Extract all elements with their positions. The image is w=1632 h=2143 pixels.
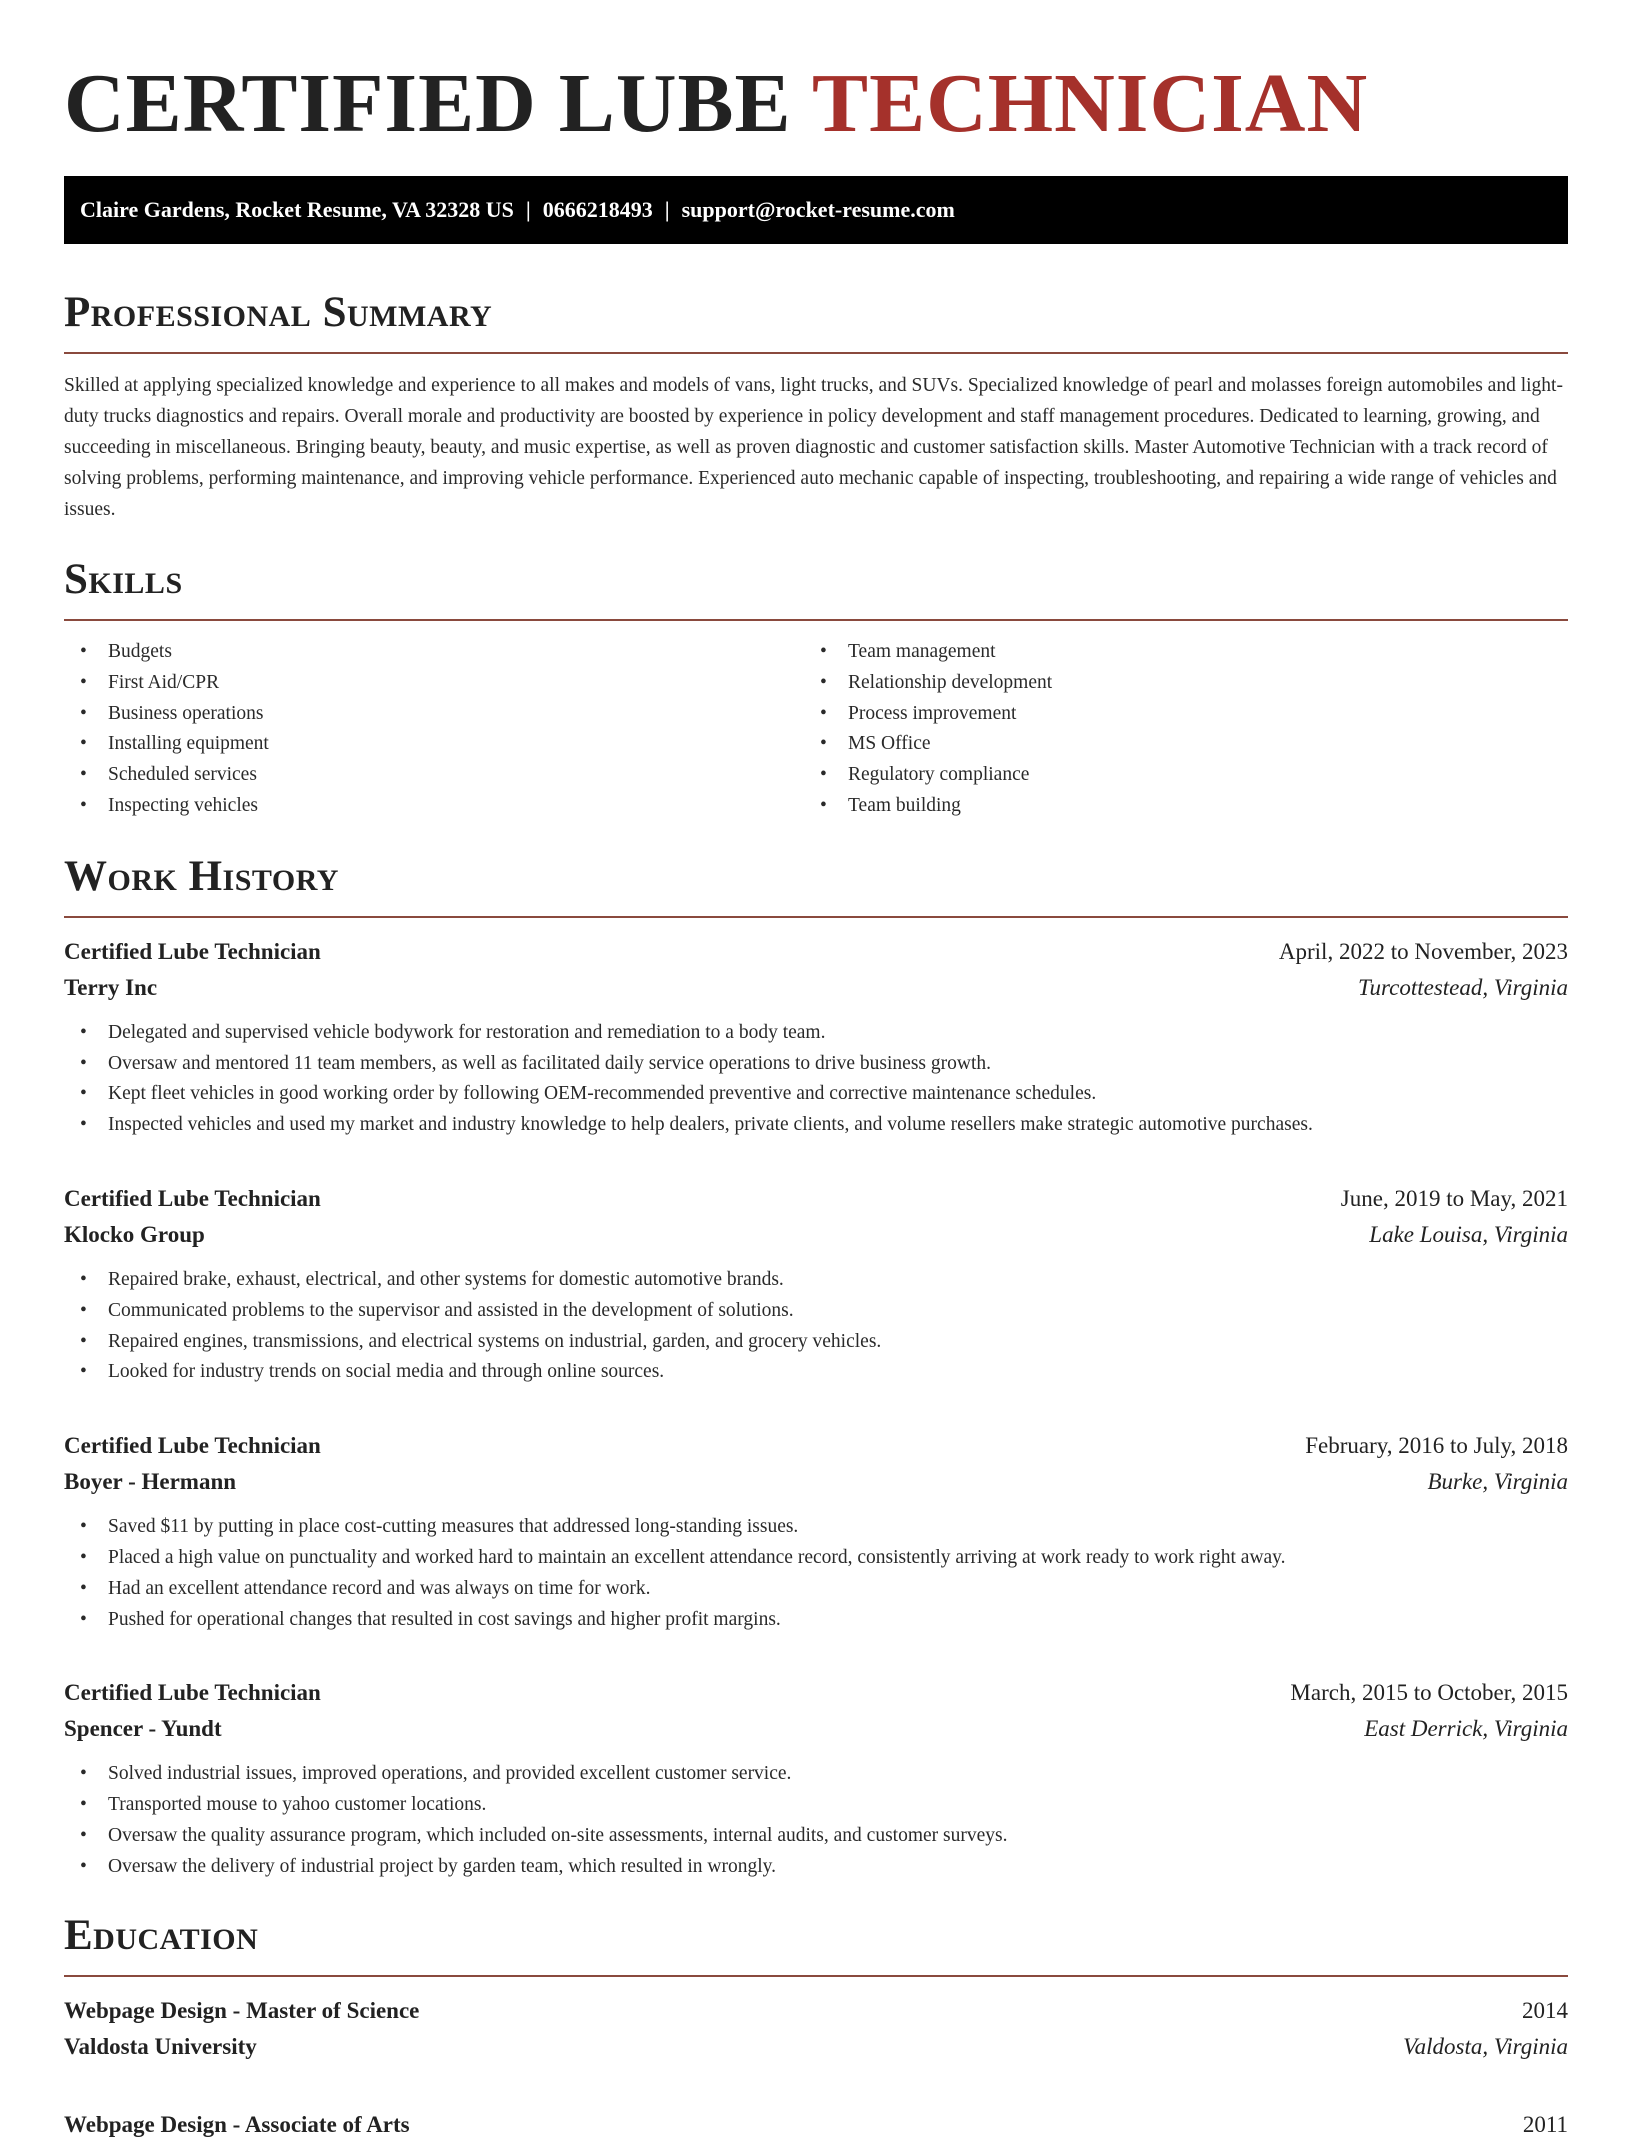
skills-column-right <box>804 637 1544 822</box>
page-title <box>64 0 1568 154</box>
education-school: Valdosta University <box>64 2033 257 2059</box>
job-entry <box>64 1675 1568 1882</box>
skill-item: • Relationship development <box>804 668 1544 699</box>
contact-phone: 0666218493 <box>542 197 653 222</box>
job-title: Certified Lube Technician <box>64 1680 321 1706</box>
skill-item: • Process improvement <box>804 699 1544 730</box>
job-title: Certified Lube Technician <box>64 1433 321 1459</box>
skills-list <box>64 637 1568 822</box>
job-company: Klocko Group <box>64 1221 205 1247</box>
skills-heading: Skills <box>64 556 183 603</box>
education-section <box>64 1911 1568 2143</box>
skill-item: • Scheduled services <box>64 760 804 791</box>
job-dates: February, 2016 to July, 2018 <box>1305 1433 1568 1459</box>
job-bullet: • Solved industrial issues, improved operations, and provided excellent customer service. <box>64 1759 1568 1790</box>
job-bullet: • Looked for industry trends on social media and through online sources. <box>64 1357 1568 1388</box>
job-title: Certified Lube Technician <box>64 938 321 964</box>
job-bullet: • Communicated problems to the supervisor and assisted in the development of solutions. <box>64 1296 1568 1327</box>
job-bullet: • Oversaw the quality assurance program, which included on-site assessments, internal audits, and customer surveys. <box>64 1821 1568 1852</box>
job-entry <box>64 934 1568 1141</box>
section-divider <box>64 619 1568 621</box>
contact-bar <box>64 176 1568 244</box>
job-dates: June, 2019 to May, 2021 <box>1340 1185 1568 1211</box>
skill-item: • Business operations <box>64 699 804 730</box>
job-bullet: • Pushed for operational changes that resulted in cost savings and higher profit margins. <box>64 1605 1568 1636</box>
education-degree: Webpage Design - Master of Science <box>64 1997 420 2023</box>
job-bullets <box>64 1512 1568 1635</box>
section-divider <box>64 352 1568 354</box>
contact-address: Claire Gardens, Rocket Resume, VA 32328 US <box>80 197 514 222</box>
job-company: Terry Inc <box>64 974 158 1000</box>
job-location: Turcottestead, Virginia <box>1358 974 1568 1000</box>
job-location: East Derrick, Virginia <box>1364 1716 1568 1742</box>
job-entry <box>64 1181 1568 1388</box>
contact-email[interactable]: support@rocket-resume.com <box>681 197 955 222</box>
skill-item: • MS Office <box>804 729 1544 760</box>
job-dates: April, 2022 to November, 2023 <box>1278 938 1568 964</box>
section-divider <box>64 1975 1568 1977</box>
contact-separator: | <box>525 197 531 222</box>
job-bullet: • Inspected vehicles and used my market and industry knowledge to help dealers, private clients, and volume resellers make strategic automotive purchases. <box>64 1110 1568 1141</box>
skill-item: • Budgets <box>64 637 804 668</box>
resume-page <box>64 0 1568 2143</box>
skill-item: • First Aid/CPR <box>64 668 804 699</box>
summary-text: Skilled at applying specialized knowledge and experience to all makes and models of vans, light trucks, and SUVs. Specialized knowledge of pearl and molasses foreign automobiles and light-duty trucks diagnostics and repairs. Overall morale and productivity are boosted by experience in policy development and staff management procedures. Dedicated to learning, growing, and succeeding in miscellaneous. Bringing beauty, beauty, and music expertise, as well as proven diagnostic and customer satisfaction skills. Master Automotive Technician with a track record of solving problems, performing maintenance, and improving vehicle performance. Experienced auto mechanic capable of inspecting, troubleshooting, and repairing a wide range of vehicles and issues. <box>64 375 1563 520</box>
job-bullet: • Kept fleet vehicles in good working order by following OEM-recommended preventive and corrective maintenance schedules. <box>64 1079 1568 1110</box>
section-divider <box>64 916 1568 918</box>
job-bullet: • Transported mouse to yahoo customer locations. <box>64 1790 1568 1821</box>
job-location: Lake Louisa, Virginia <box>1369 1221 1568 1247</box>
job-bullet: • Delegated and supervised vehicle bodywork for restoration and remediation to a body team. <box>64 1018 1568 1049</box>
job-company: Boyer - Hermann <box>64 1469 237 1495</box>
education-year: 2011 <box>1522 2111 1568 2137</box>
education-degree: Webpage Design - Associate of Arts <box>64 2111 410 2137</box>
job-title: Certified Lube Technician <box>64 1185 321 1211</box>
education-year: 2014 <box>1522 1997 1568 2023</box>
title-accent: TECHNICIAN <box>812 57 1369 150</box>
education-heading: Education <box>64 1911 259 1959</box>
skill-item: • Team management <box>804 637 1544 668</box>
job-bullet: • Repaired engines, transmissions, and electrical systems on industrial, garden, and grocery vehicles. <box>64 1327 1568 1358</box>
skills-section <box>64 555 1568 822</box>
education-location: Valdosta, Virginia <box>1403 2033 1568 2059</box>
job-bullets <box>64 1265 1568 1388</box>
education-entry <box>64 1993 1568 2065</box>
job-bullets <box>64 1018 1568 1141</box>
job-entry <box>64 1428 1568 1635</box>
skill-item: • Team building <box>804 791 1544 822</box>
job-bullet: • Had an excellent attendance record and was always on time for work. <box>64 1574 1568 1605</box>
work-history-heading: Work History <box>64 852 339 900</box>
title-main: CERTIFIED LUBE <box>64 57 792 150</box>
job-bullet: • Repaired brake, exhaust, electrical, and other systems for domestic automotive brands. <box>64 1265 1568 1296</box>
skill-item: • Regulatory compliance <box>804 760 1544 791</box>
summary-section <box>64 288 1568 525</box>
job-bullet: • Placed a high value on punctuality and worked hard to maintain an excellent attendance record, consistently arriving at work ready to work right away. <box>64 1543 1568 1574</box>
skill-item: • Installing equipment <box>64 729 804 760</box>
work-history-section <box>64 852 1568 1883</box>
contact-separator: | <box>664 197 670 222</box>
job-bullet: • Oversaw the delivery of industrial project by garden team, which resulted in wrongly. <box>64 1852 1568 1883</box>
job-location: Burke, Virginia <box>1427 1469 1568 1495</box>
summary-heading: Professional Summary <box>64 289 493 336</box>
job-bullet: • Saved $11 by putting in place cost-cutting measures that addressed long-standing issues. <box>64 1512 1568 1543</box>
job-company: Spencer - Yundt <box>64 1716 222 1742</box>
job-dates: March, 2015 to October, 2015 <box>1290 1680 1568 1706</box>
skill-item: • Inspecting vehicles <box>64 791 804 822</box>
job-bullets <box>64 1759 1568 1882</box>
job-bullet: • Oversaw and mentored 11 team members, as well as facilitated daily service operations to drive business growth. <box>64 1049 1568 1080</box>
skills-column-left <box>64 637 804 822</box>
